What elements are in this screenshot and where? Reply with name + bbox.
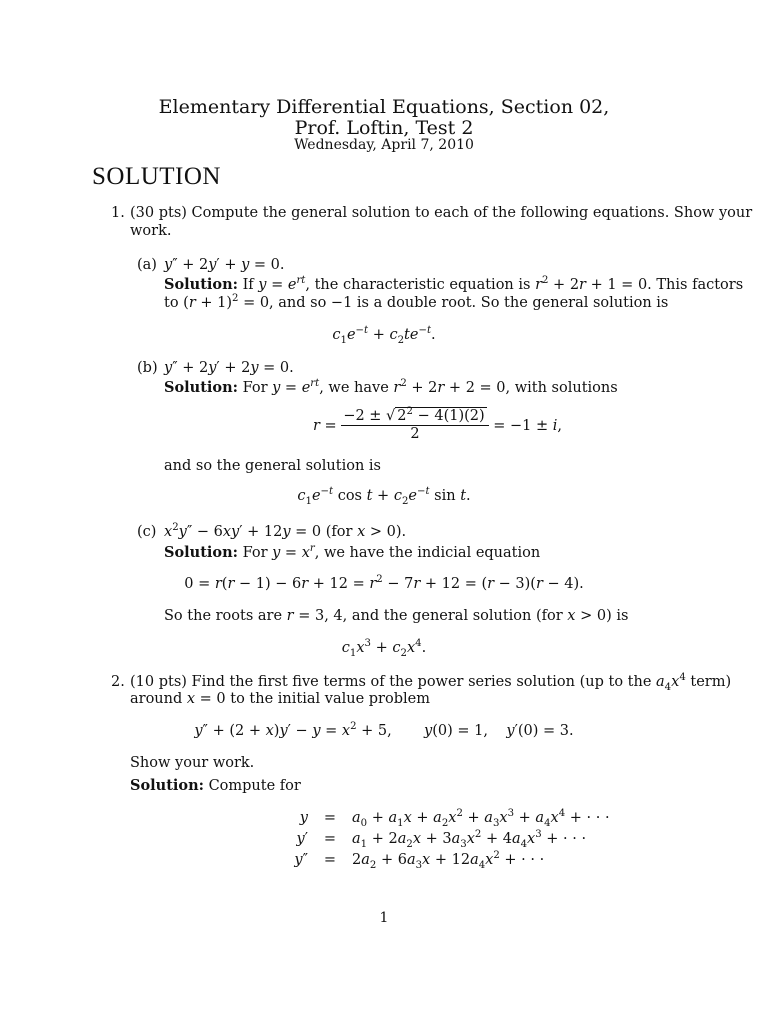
part-b-solution-line1: Solution: For $y = e^{rt}$, we have $r^2 + 2r + 2 = 0$, with solutions xyxy=(164,378,618,396)
part-c-label: (c) xyxy=(137,524,157,540)
power-series-row-y-double-prime: y″ = $2a_2 + 6a_3x + 12a_4x^2$ + · · · xyxy=(294,849,545,871)
solution-heading: SOLUTION xyxy=(92,163,221,190)
part-b-solution-label: Solution: xyxy=(164,379,238,396)
part-b-roots-formula: r = $\frac{-2 \pm √ 2^2 - 4(1)(2)}{2}$ = −1 ± i, xyxy=(313,406,563,443)
part-a-solution-label: Solution: xyxy=(164,276,238,293)
power-series-equations xyxy=(268,808,616,871)
problem-2-ivp: $y'' + (2 + x)y' - y = x^2 + 5$, y(0) = 1, y′(0) = 3. xyxy=(194,721,574,739)
part-b-so-general: and so the general solution is xyxy=(164,458,381,474)
part-a-solution-line1: Solution: If $y = e^{rt}$, the characteristic equation is $r^2 + 2r + 1 = 0$. This factors xyxy=(164,275,744,293)
part-b-equation: y″ + 2y′ + 2y = 0. xyxy=(164,360,294,376)
page-number: 1 xyxy=(379,910,389,926)
problem-2-statement-line2: around x = 0 to the initial value problem xyxy=(130,691,430,707)
part-a-label: (a) xyxy=(137,257,157,273)
part-c-general-solution: $c_1x^3 + c_2x^4$. xyxy=(341,638,427,659)
problem-1-statement-line1: (30 pts) Compute the general solution to each of the following equations. Show your xyxy=(130,205,753,221)
power-series-row-y-prime: y′ = $a_1 + 2a_2x + 3a_3x^2 + 4a_4x^3$ + · · · xyxy=(296,828,587,850)
document-title-line2: Prof. Loftin, Test 2 xyxy=(294,117,474,139)
document-date: Wednesday, April 7, 2010 xyxy=(294,137,474,153)
power-series-row-y: y = $a_0 + a_1x + a_2x^2 + a_3x^3 + a_4x^4$ + · · · xyxy=(299,807,610,829)
problem-1-number: 1. xyxy=(111,205,125,221)
document-title-line1: Elementary Differential Equations, Section 02, xyxy=(158,96,610,118)
part-c-roots-line: So the roots are r = 3, 4, and the general solution (for x > 0) is xyxy=(164,608,629,624)
problem-2-solution-line xyxy=(130,777,301,795)
part-c-indicial-equation: $0 = r(r - 1) - 6r + 12 = r^2 - 7r + 12 = (r - 3)(r - 4)$. xyxy=(184,574,584,592)
part-b-label: (b) xyxy=(137,360,158,376)
part-a-equation: y″ + 2y′ + y = 0. xyxy=(164,257,285,273)
part-a-general-solution: $c_1e^{-t} + c_2te^{-t}$. xyxy=(332,325,436,346)
problem-2-solution-label: Solution: xyxy=(130,777,204,794)
part-a-solution-line2: to $(r + 1)^2 = 0$, and so −1 is a double root. So the general solution is xyxy=(164,293,669,311)
part-c-solution-line1: Solution: For $y = x^r$, we have the indicial equation xyxy=(164,543,541,561)
problem-2-number: 2. xyxy=(111,674,125,690)
problem-1-statement-line2: work. xyxy=(130,223,172,239)
problem-2-show-work: Show your work. xyxy=(130,755,255,771)
part-c-equation: $x^2y'' - 6xy' + 12y = 0$ (for x > 0). xyxy=(164,522,407,540)
problem-2-statement-line1: (10 pts) Find the first five terms of the power series solution (up to the $a_4x^4$ term) xyxy=(130,672,732,693)
problem-2-compute-for: Compute for xyxy=(208,778,301,794)
part-c-solution-label: Solution: xyxy=(164,544,238,561)
part-b-general-solution: $c_1e^{-t}$ $\cos t + c_2e^{-t}$ sin t. xyxy=(297,486,471,507)
